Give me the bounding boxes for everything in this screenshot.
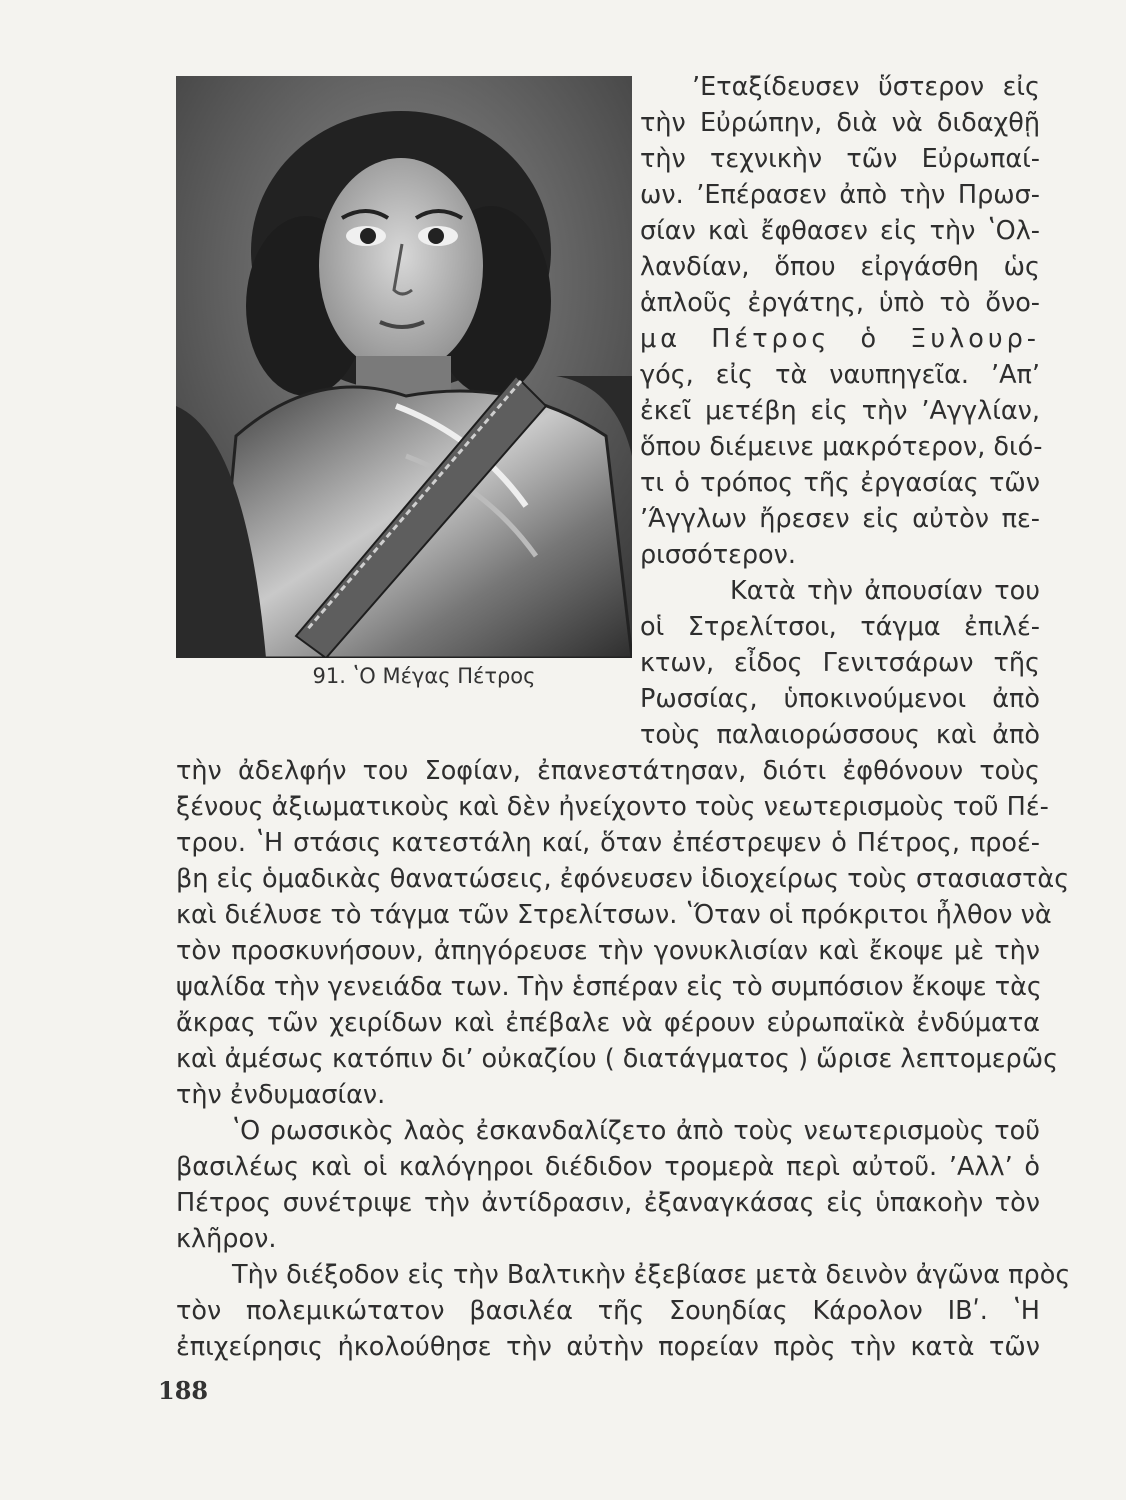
text-line: τὸν πολεμικώτατον βασιλέα τῆς Σουηδίας Κάρολον ΙΒʹ. ʽΗ	[176, 1296, 1040, 1326]
text-line: ρισσότερον.	[640, 540, 797, 570]
text-line: τὴν τεχνικὴν τῶν Εὐρωπαί-	[640, 144, 1040, 174]
text-line: γός, εἰς τὰ ναυπηγεῖα. ʼΑπʼ	[640, 360, 1040, 390]
text-line: Πέτρος συνέτριψε τὴν ἀντίδρασιν, ἐξαναγκάσας εἰς ὑπακοὴν τὸν	[176, 1188, 1040, 1218]
text-line: τὸν προσκυνήσουν, ἀπηγόρευσε τὴν γονυκλισίαν καὶ ἔκοψε μὲ τὴν	[176, 936, 1040, 966]
text-line: κλῆρον.	[176, 1224, 277, 1254]
text-line: τρου. ʽΗ στάσις κατεστάλη καί, ὅταν ἐπέστρεψεν ὁ Πέτρος, προέ-	[176, 828, 1040, 858]
text-line: ἄκρας τῶν χειρίδων καὶ ἐπέβαλε νὰ φέρουν εὐρωπαϊκὰ ἐνδύματα	[176, 1008, 1040, 1038]
text-line: ὅπου διέμεινε μακρότερον, διό-	[640, 432, 1043, 462]
text-line: Κατὰ τὴν ἀπουσίαν του	[730, 576, 1040, 606]
text-line: ων. ʼΕπέρασεν ἀπὸ τὴν Πρωσ-	[640, 180, 1040, 210]
text-line: βη εἰς ὁμαδικὰς θανατώσεις, ἐφόνευσεν ἰδιοχείρως τοὺς στασιαστὰς	[176, 864, 1070, 894]
text-line: ψαλίδα τὴν γενειάδα των. Τὴν ἑσπέραν εἰς τὸ συμπόσιον ἔκοψε τὰς	[176, 972, 1042, 1002]
text-line: καὶ ἀμέσως κατόπιν διʼ οὐκαζίου ( διατάγματος ) ὥρισε λεπτομερῶς	[176, 1044, 1059, 1074]
text-line: ʼΆγγλων ἤρεσεν εἰς αὐτὸν πε-	[640, 504, 1040, 534]
text-line: ʼΕταξίδευσεν ὕστερον εἰς	[692, 72, 1040, 102]
text-line: τὴν Εὐρώπην, διὰ νὰ διδαχθῇ	[640, 108, 1040, 138]
text-line: τὴν ἐνδυμασίαν.	[176, 1080, 386, 1110]
text-line: Ρωσσίας, ὑποκινούμενοι ἀπὸ	[640, 684, 1040, 714]
portrait-figure	[176, 76, 632, 658]
text-line: καὶ διέλυσε τὸ τάγμα τῶν Στρελίτσων. ʽΌταν οἱ πρόκριτοι ἦλθον νὰ	[176, 900, 1052, 930]
text-line: ʽΟ ρωσσικὸς λαὸς ἐσκανδαλίζετο ἀπὸ τοὺς νεωτερισμοὺς τοῦ	[232, 1116, 1040, 1146]
text-line: Τὴν διέξοδον εἰς τὴν Βαλτικὴν ἐξεβίασε μετὰ δεινὸν ἀγῶνα πρὸς	[232, 1260, 1071, 1290]
text-line: λανδίαν, ὅπου εἰργάσθη ὡς	[640, 252, 1040, 282]
text-line: σίαν καὶ ἔφθασεν εἰς τὴν ʽΟλ-	[640, 216, 1040, 246]
text-line: ἁπλοῦς ἐργάτης, ὑπὸ τὸ ὄνο-	[640, 288, 1040, 318]
text-line: κτων, εἶδος Γενιτσάρων τῆς	[640, 648, 1040, 678]
text-line: τι ὁ τρόπος τῆς ἐργασίας τῶν	[640, 468, 1040, 498]
page-number: 188	[158, 1376, 209, 1405]
text-line: ἐπιχείρησις ἠκολούθησε τὴν αὐτὴν πορείαν πρὸς τὴν κατὰ τῶν	[176, 1332, 1040, 1362]
text-line: ξένους ἀξιωματικοὺς καὶ δὲν ἠνείχοντο τοὺς νεωτερισμοὺς τοῦ Πέ-	[176, 792, 1049, 822]
portrait-engraving-icon	[176, 76, 632, 658]
text-line: τοὺς παλαιορώσσους καὶ ἀπὸ	[640, 720, 1040, 750]
text-line: βασιλέως καὶ οἱ καλόγηροι διέδιδον τρομερὰ περὶ αὐτοῦ. ʼΑλλʼ ὁ	[176, 1152, 1040, 1182]
text-line: ἐκεῖ μετέβη εἰς τὴν ʼΑγγλίαν,	[640, 396, 1040, 426]
text-line: τὴν ἀδελφήν του Σοφίαν, ἐπανεστάτησαν, διότι ἐφθόνουν τοὺς	[176, 756, 1040, 786]
text-line: οἱ Στρελίτσοι, τάγμα ἐπιλέ-	[640, 612, 1040, 642]
text-line: μα Πέτρος ὁ Ξυλουρ-	[640, 324, 1040, 354]
figure-caption: 91. ʽΟ Μέγας Πέτρος	[312, 664, 536, 688]
